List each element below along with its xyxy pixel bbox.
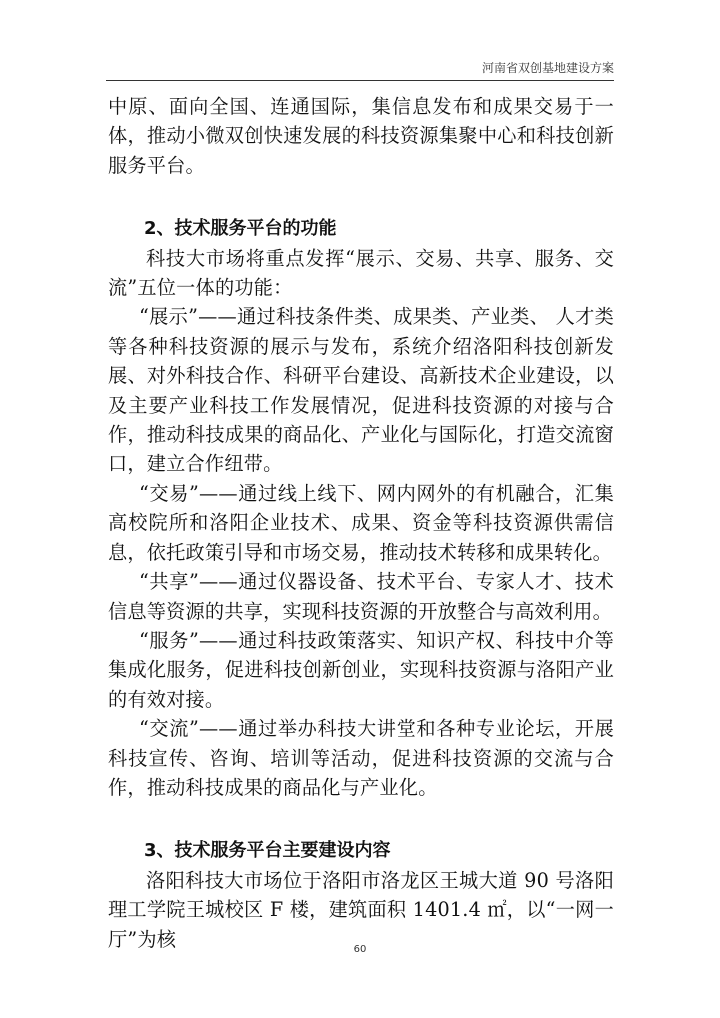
- paragraph-fuwu: “服务”——通过科技政策落实、知识产权、科技中介等集成化服务，促进科技创新创业，实现科技资源与洛阳产业的有效对接。: [108, 628, 614, 711]
- paragraph-zhanshi: “展示”——通过科技条件类、成果类、产业类、 人才类等各种科技资源的展示与发布，系统介绍洛阳科技创新发展、对外科技合作、科研平台建设、高新技术企业建设，以及主要产业科技工作发展情况，促进科技资源的对接与合作，推动科技成果的商品化、产业化与国际化，打造交流窗口，建立合作纽带。: [108, 305, 614, 476]
- section-heading-2: 2、技术服务平台的功能: [144, 218, 337, 240]
- paragraph-jiaoyi: “交易”——通过线上线下、网内网外的有机融合，汇集高校院所和洛阳企业技术、成果、资金等科技资源供需信息，依托政策引导和市场交易，推动技术转移和成果转化。: [108, 481, 614, 564]
- section-heading-3: 3、技术服务平台主要建设内容: [144, 840, 391, 862]
- document-body: [108, 92, 614, 954]
- paragraph-section2-lead: 科技大市场将重点发挥“展示、交易、共享、服务、交流”五位一体的功能：: [108, 246, 614, 300]
- page-number: 60: [353, 944, 367, 955]
- paragraph-intro: 中原、面向全国、连通国际，集信息发布和成果交易于一体，推动小微双创快速发展的科技资源集聚中心和科技创新服务平台。: [108, 95, 614, 177]
- page-header: [106, 58, 614, 81]
- paragraph-jiaoliu: “交流”——通过举办科技大讲堂和各种专业论坛，开展科技宣传、咨询、培训等活动，促进科技资源的交流与合作，推动科技成果的商品化与产业化。: [108, 717, 614, 799]
- paragraph-gongxiang: “共享”——通过仪器设备、技术平台、专家人才、技术信息等资源的共享，实现科技资源的开放整合与高效利用。: [108, 570, 614, 623]
- paragraph-section3-body: 洛阳科技大市场位于洛阳市洛龙区王城大道 90 号洛阳理工学院王城校区 F 楼，建筑面积 1401.4 ㎡，以“一网一厅”为核: [108, 868, 614, 951]
- header-title: 河南省双创基地建设方案: [481, 61, 614, 75]
